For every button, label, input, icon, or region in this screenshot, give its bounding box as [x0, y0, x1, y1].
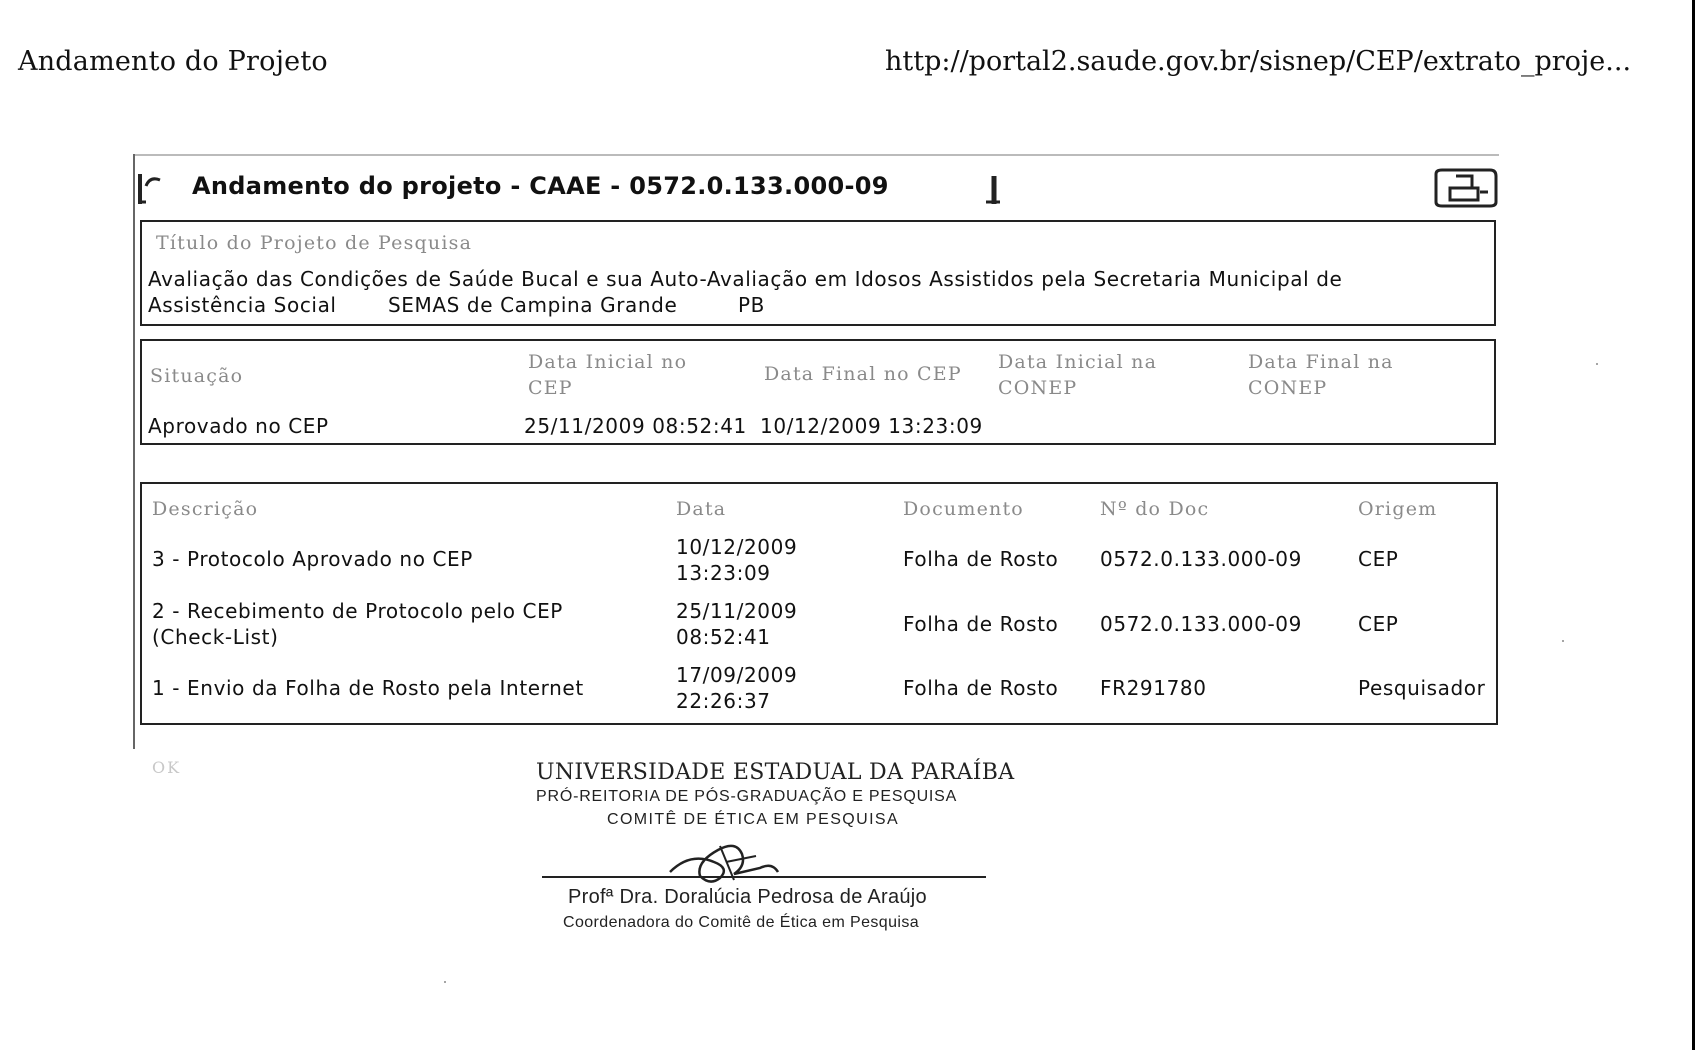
panel-top-border [133, 154, 1499, 156]
row-documento: Folha de Rosto [903, 547, 1059, 571]
history-header-origem: Origem [1358, 498, 1438, 520]
status-header-data-inicial-cep-cont: CEP [528, 377, 573, 399]
row-n-doc: FR291780 [1100, 676, 1207, 700]
history-header-data: Data [676, 498, 727, 520]
row-origem: CEP [1358, 547, 1399, 571]
row-data-time: 22:26:37 [676, 689, 771, 713]
row-documento: Folha de Rosto [903, 612, 1059, 636]
status-value-situacao: Aprovado no CEP [148, 414, 329, 438]
row-descricao-cont: (Check-List) [152, 625, 279, 649]
scan-speck [1562, 640, 1564, 642]
signature-scribble [660, 832, 840, 888]
status-header-data-inicial-cep: Data Inicial no [528, 351, 688, 373]
signatory-name: Profª Dra. Doralúcia Pedrosa de Araújo [568, 886, 927, 908]
project-title-label: Título do Projeto de Pesquisa [156, 232, 473, 254]
row-n-doc: 0572.0.133.000-09 [1100, 547, 1302, 571]
panel-left-border [133, 154, 135, 749]
panel-title: Andamento do projeto - CAAE - 0572.0.133.000-09 [192, 172, 889, 200]
row-n-doc: 0572.0.133.000-09 [1100, 612, 1302, 636]
row-descricao: 1 - Envio da Folha de Rosto pela Internet [152, 676, 584, 700]
status-header-data-inicial-conep: Data Inicial na [998, 351, 1158, 373]
signature-line [542, 876, 986, 878]
corner-bracket-icon [136, 172, 172, 206]
signatory-role: Coordenadora do Comitê de Ética em Pesquisa [563, 914, 920, 931]
row-origem: CEP [1358, 612, 1399, 636]
scan-speck [1596, 363, 1598, 365]
row-data-date: 17/09/2009 [676, 663, 798, 687]
row-data-time: 13:23:09 [676, 561, 771, 585]
status-box [140, 339, 1496, 445]
project-title-line2-part3: PB [738, 293, 765, 317]
row-data-date: 25/11/2009 [676, 599, 798, 623]
status-header-data-inicial-conep-cont: CONEP [998, 377, 1078, 399]
page-header-title: Andamento do Projeto [18, 46, 328, 77]
row-descricao: 2 - Recebimento de Protocolo pelo CEP [152, 599, 563, 623]
project-title-line2-part2: SEMAS de Campina Grande [388, 293, 678, 317]
row-origem: Pesquisador [1358, 676, 1486, 700]
panel-title-bar [136, 168, 1500, 210]
history-header-descricao: Descrição [152, 498, 259, 520]
stamp-university: UNIVERSIDADE ESTADUAL DA PARAÍBA [536, 760, 1015, 785]
stamp-comite: COMITÊ DE ÉTICA EM PESQUISA [607, 811, 900, 828]
status-value-data-final-cep: 10/12/2009 13:23:09 [760, 414, 983, 438]
corner-bracket-icon [976, 174, 1002, 206]
row-data-date: 10/12/2009 [676, 535, 798, 559]
row-documento: Folha de Rosto [903, 676, 1059, 700]
history-table [140, 482, 1498, 725]
project-title-box [140, 220, 1496, 326]
row-data-time: 08:52:41 [676, 625, 771, 649]
page-header-url: http://portal2.saude.gov.br/sisnep/CEP/extrato_proje... [885, 46, 1632, 77]
scan-speck [444, 981, 446, 983]
row-descricao: 3 - Protocolo Aprovado no CEP [152, 547, 473, 571]
status-header-data-final-conep: Data Final na [1248, 351, 1394, 373]
status-header-data-final-cep: Data Final no CEP [764, 363, 962, 385]
printer-icon[interactable] [1432, 168, 1498, 208]
stamp-pro-reitoria: PRÓ-REITORIA DE PÓS-GRADUAÇÃO E PESQUISA [536, 788, 958, 805]
status-header-situacao: Situação [150, 365, 244, 387]
status-value-data-inicial-cep: 25/11/2009 08:52:41 [524, 414, 747, 438]
history-header-n-doc: Nº do Doc [1100, 498, 1210, 520]
history-header-documento: Documento [903, 498, 1024, 520]
ok-mark: OK [152, 758, 182, 777]
project-title-line2-part1: Assistência Social [148, 293, 337, 317]
status-header-data-final-conep-cont: CONEP [1248, 377, 1328, 399]
project-title-line1: Avaliação das Condições de Saúde Bucal e sua Auto-Avaliação em Idosos Assistidos pela Secretaria Municipal de [148, 267, 1343, 291]
